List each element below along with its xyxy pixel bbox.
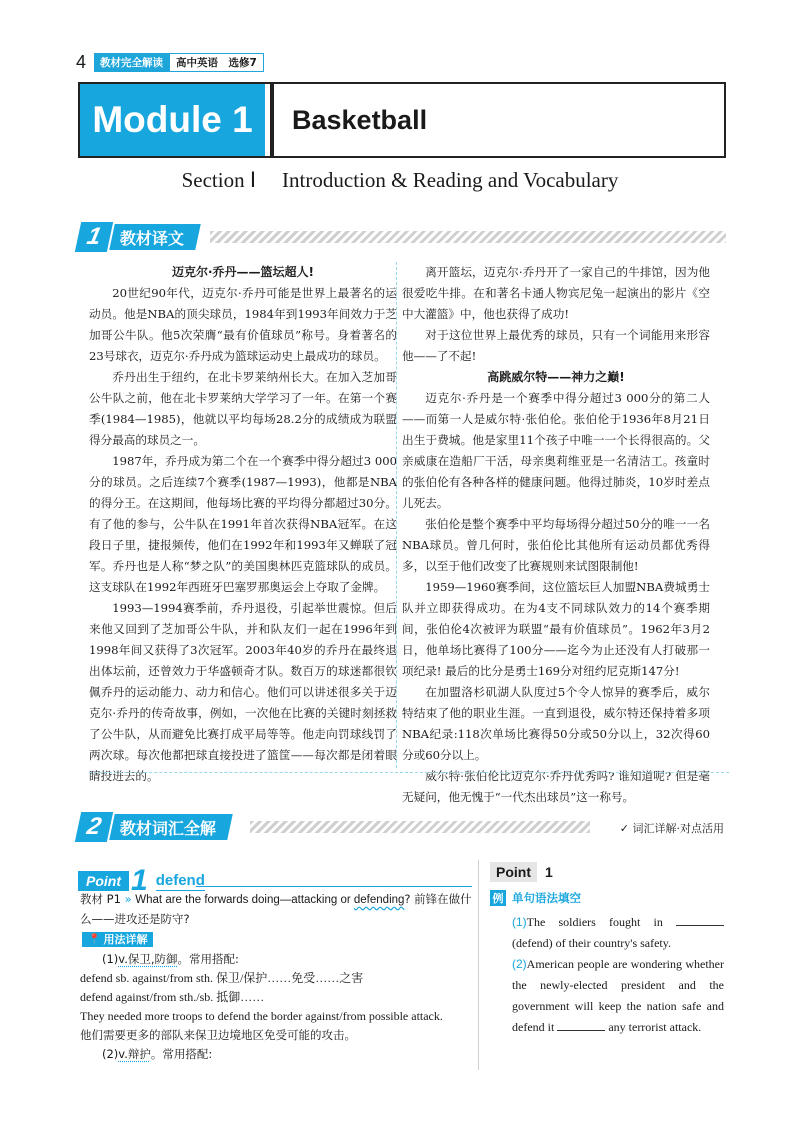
sentence-part: What are the forwards doing—attacking or — [135, 894, 354, 906]
point-word: defend — [155, 871, 205, 889]
usage-number: (2) — [102, 1047, 119, 1061]
module-banner — [78, 82, 726, 158]
answer-blank[interactable] — [557, 1019, 605, 1031]
exercise-body — [512, 912, 724, 1038]
point-tag: Point — [78, 871, 129, 891]
phrase: defend sb. against/from sth. 保卫/保护……免受……之害 — [80, 971, 364, 985]
usage-label: 用法详解 — [103, 933, 148, 946]
usage-pos: v.保卫,防御 — [118, 952, 178, 966]
section1-heading — [78, 222, 198, 252]
exercise-point-number: 1 — [545, 864, 553, 880]
answer-blank[interactable] — [676, 914, 724, 926]
paragraph: 20世纪90年代，迈克尔·乔丹可能是世界上最著名的运动员。他是NBA的顶尖球员，1984年到1993年间效力于芝加哥公牛队。他5次荣膺“最有价值球员”称号。身着著名的23号球衣，迈克尔·乔丹成为篮球运动史上最成功的球员。 — [89, 286, 397, 363]
question-number: (1) — [512, 915, 527, 929]
sentence-keyword: defending — [353, 894, 405, 906]
question-text: any terrorist attack. — [605, 1020, 702, 1034]
section-part: Section Ⅰ — [181, 168, 257, 192]
course-tag: 高中英语 选修7 — [169, 53, 264, 72]
article-bottom-divider — [89, 772, 729, 773]
example-box: 例 — [490, 890, 506, 906]
example-cn: 他们需要更多的部队来保卫边境地区免受可能的攻击。 — [80, 1028, 356, 1042]
exercise-point-tag: Point — [490, 862, 537, 882]
module-title: Basketball — [292, 104, 428, 135]
page-header — [76, 52, 264, 72]
example-en: They needed more troops to defend the border against/from possible attack. — [80, 1009, 443, 1023]
paragraph: 1959—1960赛季间，这位篮坛巨人加盟NBA费城勇士队并立即获得成功。在为4支不同球队效力的14个赛季期间，张伯伦4次被评为联盟“最有价值球员”。1962年3月2日，他单场比赛得了100分——迄今为止还没有人打破那一项纪录! 最后的比分是勇士169分对纽约尼克斯147分! — [402, 580, 710, 678]
paragraph: 在加盟洛杉矶湖人队度过5个令人惊异的赛季后，威尔特结束了他的职业生涯。一直到退役，威尔特还保持着多项NBA纪录:118次单场比赛得50分或50分以上，32次得60分或60分以上。 — [402, 685, 710, 762]
section2-number: 2 — [75, 812, 113, 842]
section1-label: 教材译文 — [120, 228, 185, 248]
arrow-icon: » — [124, 892, 132, 906]
article-title-wilt: 高跳威尔特——神力之巅! — [487, 370, 625, 384]
paragraph: 威尔特·张伯伦比迈克尔·乔丹优秀吗? 谁知道呢? 但是毫无疑问，他无愧于“一代杰出球员”这一称号。 — [402, 769, 710, 804]
usage-suffix: 。常用搭配: — [150, 1047, 213, 1061]
article-title-jordan: 迈克尔·乔丹——篮坛超人! — [171, 265, 315, 279]
usage-number: (1) — [102, 952, 119, 966]
paragraph: 对于这位世界上最优秀的球员，只有一个词能用来形容他——了不起! — [402, 328, 710, 363]
section-title — [0, 168, 800, 193]
paragraph: 1993—1994赛季前，乔丹退役，引起举世震惊。但后来他又回到了芝加哥公牛队，并和队友们一起在1996年到1998年间又获得了3次冠军。2003年40岁的乔丹在最终退出体坛前，还曾效力于华盛顿奇才队。数百万的球迷都很钦佩乔丹的运动能力、动力和信心。他们可以讲述很多关于迈克尔·乔丹的传奇故事，例如，一次他在比赛的关键时刻拯救了公牛队，从而避免比赛打成平局等等。他走向罚球线罚了两次球。每次他都把球直接投进了篮筐——每次都是闭着眼睛投进去的。 — [89, 601, 397, 783]
point-underline — [196, 886, 472, 887]
source-sentence — [80, 890, 472, 929]
exercise-label: 单句语法填空 — [512, 891, 581, 905]
phrase: defend against/from sth./sb. 抵御…… — [80, 990, 265, 1004]
paragraph: 乔丹出生于纽约，在北卡罗莱纳州长大。在加入芝加哥公牛队之前，他在北卡罗莱纳大学学习了一年。在第一个赛季(1984—1985)，他就以平均每场28.2分的成绩成为联盟得分最高的球员之一。 — [89, 370, 397, 447]
section-name: Introduction & Reading and Vocabulary — [282, 168, 619, 192]
section2-subtitle — [620, 820, 724, 836]
book-tag: 教材完全解读 — [94, 53, 169, 72]
usage-pos: v.辩护 — [118, 1047, 151, 1061]
pin-icon: 📍 — [88, 934, 101, 945]
article-right-column — [402, 262, 710, 808]
question-text: American people are wondering whether the newly-elected president and the government will keep the nation safe and defend it — [512, 957, 724, 1034]
check-icon: ✓ — [619, 822, 629, 835]
question-text: The soldiers fought in — [526, 915, 676, 929]
sentence-part: ? 前锋在做什么——进攻还是防守? — [80, 892, 472, 926]
point-divider — [478, 860, 479, 1070]
exercise-type — [490, 890, 581, 906]
point-number: 1 — [131, 864, 148, 897]
paragraph: 张伯伦是整个赛季中平均每场得分超过50分的唯一一名NBA球员。曾几何时，张伯伦比其他所有运动员都优秀得多，以至于他们改变了比赛规则来试图限制他! — [402, 517, 710, 573]
section2-right-label: 词汇详解·对点活用 — [632, 822, 724, 835]
question-1 — [512, 912, 724, 954]
section1-stripes — [210, 231, 726, 243]
usage-tag — [82, 932, 153, 947]
section2-label: 教材词汇全解 — [120, 818, 217, 838]
question-number: (2) — [512, 957, 527, 971]
exercise-heading — [490, 862, 553, 882]
page-number: 4 — [76, 51, 87, 72]
article-left-column — [89, 262, 397, 787]
paragraph: 迈克尔·乔丹是一个赛季中得分超过3 000分的第二人——而第一人是威尔特·张伯伦。张伯伦于1936年8月21日出生于费城。他是家里11个孩子中唯一一个长得很高的。父亲威康在造船厂干活，母亲奥莉维亚是一名清洁工。孩童时的张伯伦有各种各样的健康问题。他得过肺炎，10岁时差点儿死去。 — [402, 391, 710, 510]
paragraph: 1987年，乔丹成为第二个在一个赛季中得分超过3 000分的球员。之后连续7个赛季(1987—1993)，他都是NBA的得分王。在这期间，他每场比赛的平均得分都超过30分。有了他的参与，公牛队在1991年首次获得NBA冠军。在这段日子里，捷报频传，他们在1992年和1993年又蝉联了冠军。乔丹也是人称“梦之队”的美国奥林匹克篮球队的成员。这支球队在1992年西班牙巴塞罗那奥运会上夺取了金牌。 — [89, 454, 397, 594]
usage-item — [80, 1045, 472, 1064]
section2-heading — [78, 812, 230, 842]
source-label: 教材 P1 — [80, 892, 121, 906]
point-content — [80, 890, 472, 1064]
section1-number: 1 — [75, 222, 113, 252]
question-2 — [512, 954, 724, 1038]
usage-item — [80, 950, 472, 969]
question-text: (defend) of their country's safety. — [512, 936, 671, 950]
column-divider — [396, 262, 397, 768]
section2-stripes — [250, 821, 590, 833]
paragraph: 离开篮坛，迈克尔·乔丹开了一家自己的牛排馆，因为他很爱吃牛排。在和著名卡通人物宾尼兔一起演出的影片《空中大灌篮》中，他也获得了成功! — [402, 265, 710, 321]
module-label: Module 1 — [80, 84, 270, 156]
usage-suffix: 。常用搭配: — [177, 952, 239, 966]
